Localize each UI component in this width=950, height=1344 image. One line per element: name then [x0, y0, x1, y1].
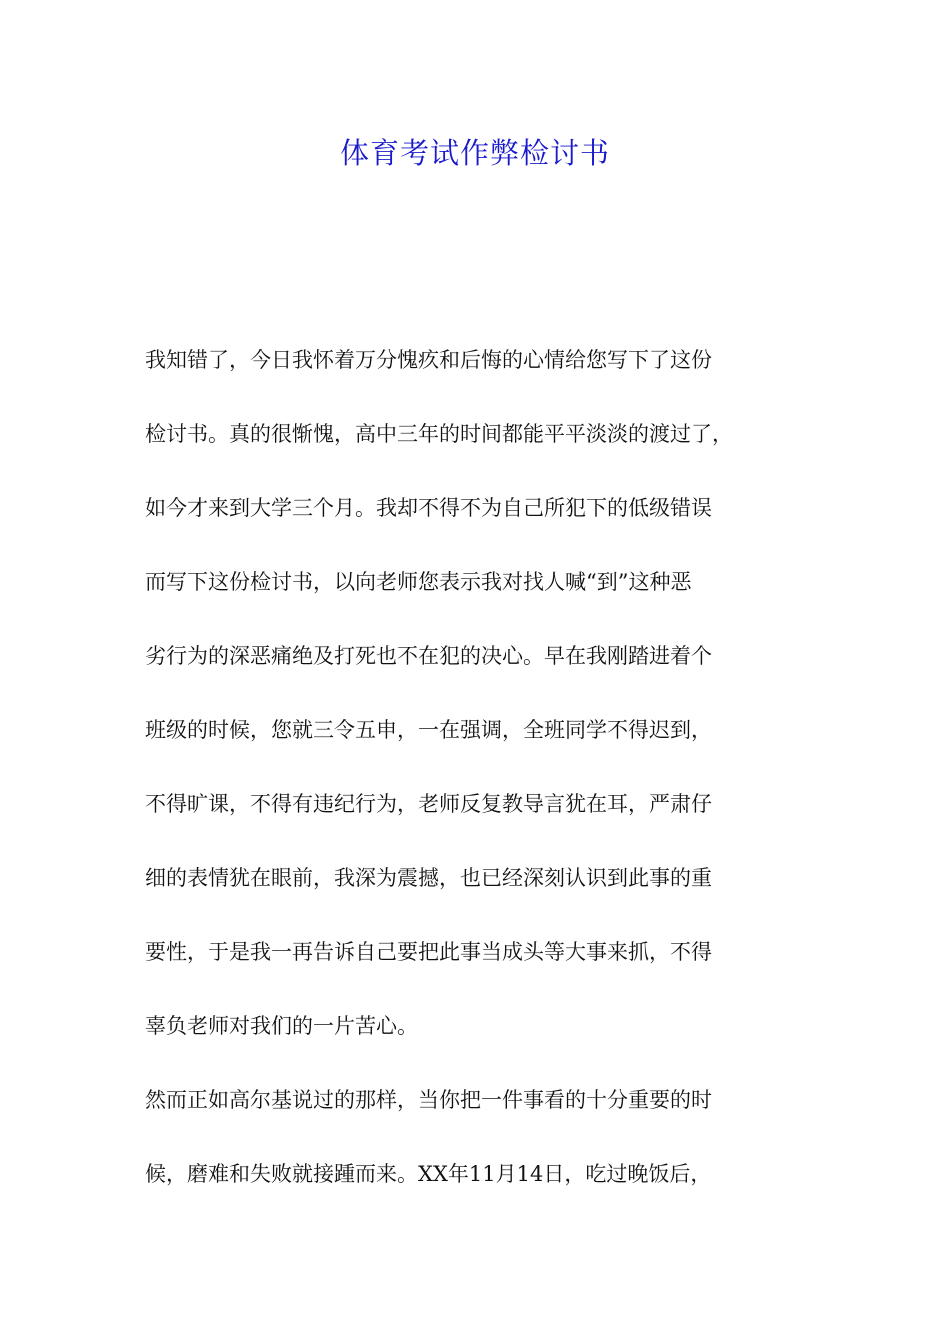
body-line: 然而正如高尔基说过的那样，当你把一件事看的十分重要的时 [145, 1088, 712, 1112]
body-line: 辜负老师对我们的一片苦心。 [145, 1014, 418, 1038]
document-body [145, 332, 815, 1220]
body-line: 要性，于是我一再告诉自己要把此事当成头等大事来抓，不得 [145, 940, 712, 964]
body-line: 不得旷课，不得有违纪行为，老师反复教导言犹在耳，严肃仔 [145, 792, 712, 816]
body-line: 班级的时候，您就三令五申，一在强调，全班同学不得迟到， [145, 718, 712, 742]
body-line: 检讨书。真的很惭愧，高中三年的时间都能平平淡淡的渡过了， [145, 422, 733, 446]
body-line: 如今才来到大学三个月。我却不得不为自己所犯下的低级错误 [145, 496, 712, 520]
body-line: 候，磨难和失败就接踵而来。XX年11月14日，吃过晚饭后， [145, 1162, 712, 1186]
body-line: 劣行为的深恶痛绝及打死也不在犯的决心。早在我刚踏进着个 [145, 644, 712, 668]
document-title: 体育考试作弊检讨书 [339, 136, 610, 170]
body-line: 而写下这份检讨书，以向老师您表示我对找人喊“到”这种恶 [145, 570, 692, 594]
body-line: 我知错了，今日我怀着万分愧疚和后悔的心情给您写下了这份 [145, 348, 712, 372]
body-line: 细的表情犹在眼前，我深为震撼，也已经深刻认识到此事的重 [145, 866, 712, 890]
